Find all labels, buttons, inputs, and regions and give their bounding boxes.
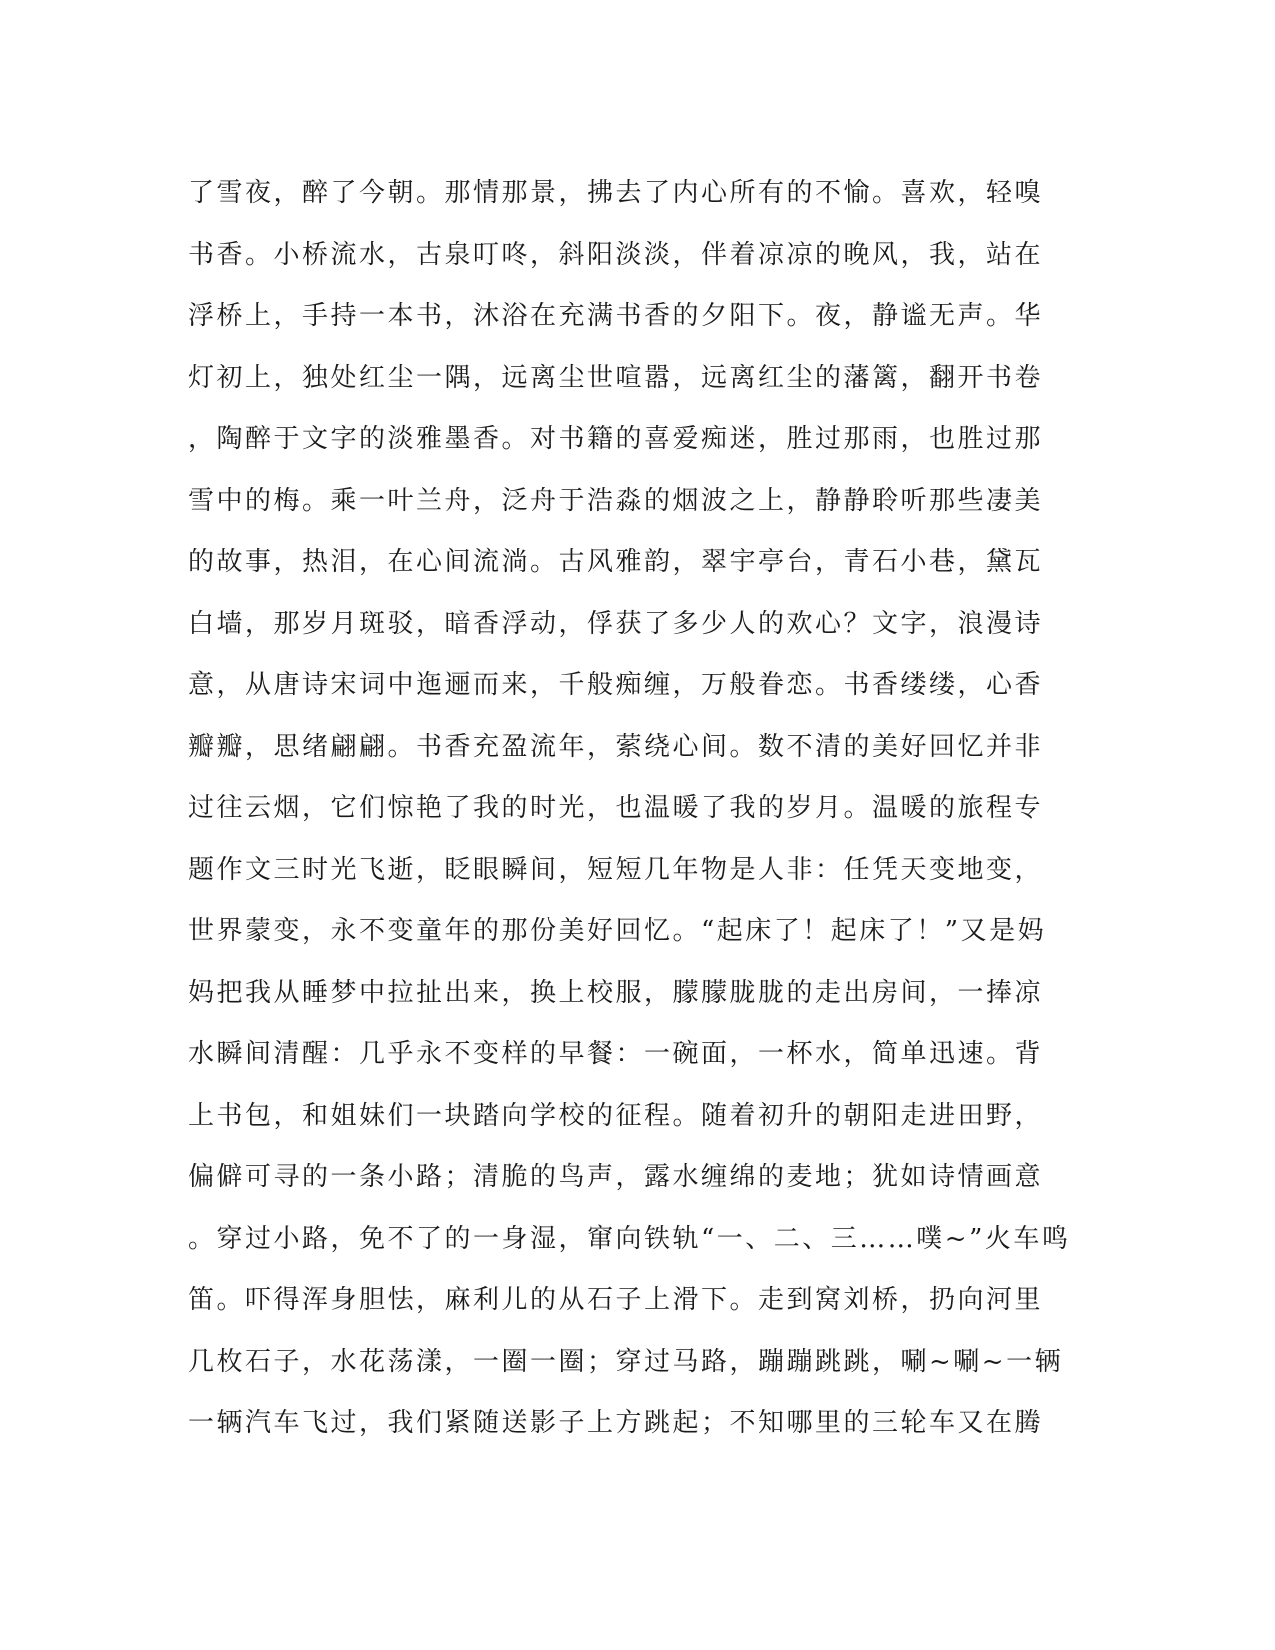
text-line: 过往云烟，它们惊艳了我的时光，也温暖了我的岁月。温暖的旅程专 [188, 793, 1044, 823]
text-line: 意，从唐诗宋词中迤逦而来，千般痴缠，万般眷恋。书香缕缕，心香 [188, 670, 1044, 700]
text-line: 书香。小桥流水，古泉叮咚，斜阳淡淡，伴着凉凉的晚风，我，站在 [188, 239, 1044, 270]
text-line: 几枚石子，水花荡漾，一圈一圈；穿过马路，蹦蹦跳跳，唰~唰~一辆 [188, 1346, 1064, 1377]
text-line: 偏僻可寻的一条小路；清脆的鸟声，露水缠绵的麦地；犹如诗情画意 [188, 1162, 1044, 1192]
text-line: 灯初上，独处红尘一隅，远离尘世喧嚣，远离红尘的藩篱，翻开书卷 [188, 362, 1044, 393]
text-line: 白墙，那岁月斑驳，暗香浮动，俘获了多少人的欢心？文字，浪漫诗 [188, 608, 1044, 639]
text-line: 一辆汽车飞过，我们紧随送影子上方跳起；不知哪里的三轮车又在腾 [188, 1408, 1044, 1438]
text-line: 题作文三时光飞逝，眨眼瞬间，短短几年物是人非：任凭天变地变， [188, 854, 1044, 885]
text-line: 上书包，和姐妹们一块踏向学校的征程。随着初升的朝阳走进田野， [188, 1100, 1044, 1131]
text-line: 妈把我从睡梦中拉扯出来，换上校服，朦朦胧胧的走出房间，一捧凉 [188, 977, 1044, 1008]
text-line: 。穿过小路，免不了的一身湿，窜向铁轨“一、二、三……噗~”火车鸣 [188, 1223, 1071, 1254]
text-line: ，陶醉于文字的淡雅墨香。对书籍的喜爱痴迷，胜过那雨，也胜过那 [188, 424, 1044, 454]
text-line: 水瞬间清醒：几乎永不变样的早餐：一碗面，一杯水，简单迅速。背 [188, 1039, 1044, 1069]
body-text [188, 163, 1088, 1455]
text-line: 雪中的梅。乘一叶兰舟，泛舟于浩淼的烟波之上，静静聆听那些凄美 [188, 485, 1044, 516]
text-line: 笛。吓得浑身胆怯，麻利儿的从石子上滑下。走到窝刘桥，扔向河里 [188, 1285, 1044, 1315]
text-line: 的故事，热泪，在心间流淌。古风雅韵，翠宇亭台，青石小巷，黛瓦 [188, 547, 1044, 577]
text-line: 了雪夜，醉了今朝。那情那景，拂去了内心所有的不愉。喜欢，轻嗅 [188, 178, 1044, 208]
text-line: 世界蒙变，永不变童年的那份美好回忆。“起床了！起床了！”又是妈 [188, 916, 1047, 946]
text-line: 瓣瓣，思绪翩翩。书香充盈流年，萦绕心间。数不清的美好回忆并非 [188, 731, 1044, 762]
text-line: 浮桥上，手持一本书，沐浴在充满书香的夕阳下。夜，静谧无声。华 [188, 301, 1044, 331]
